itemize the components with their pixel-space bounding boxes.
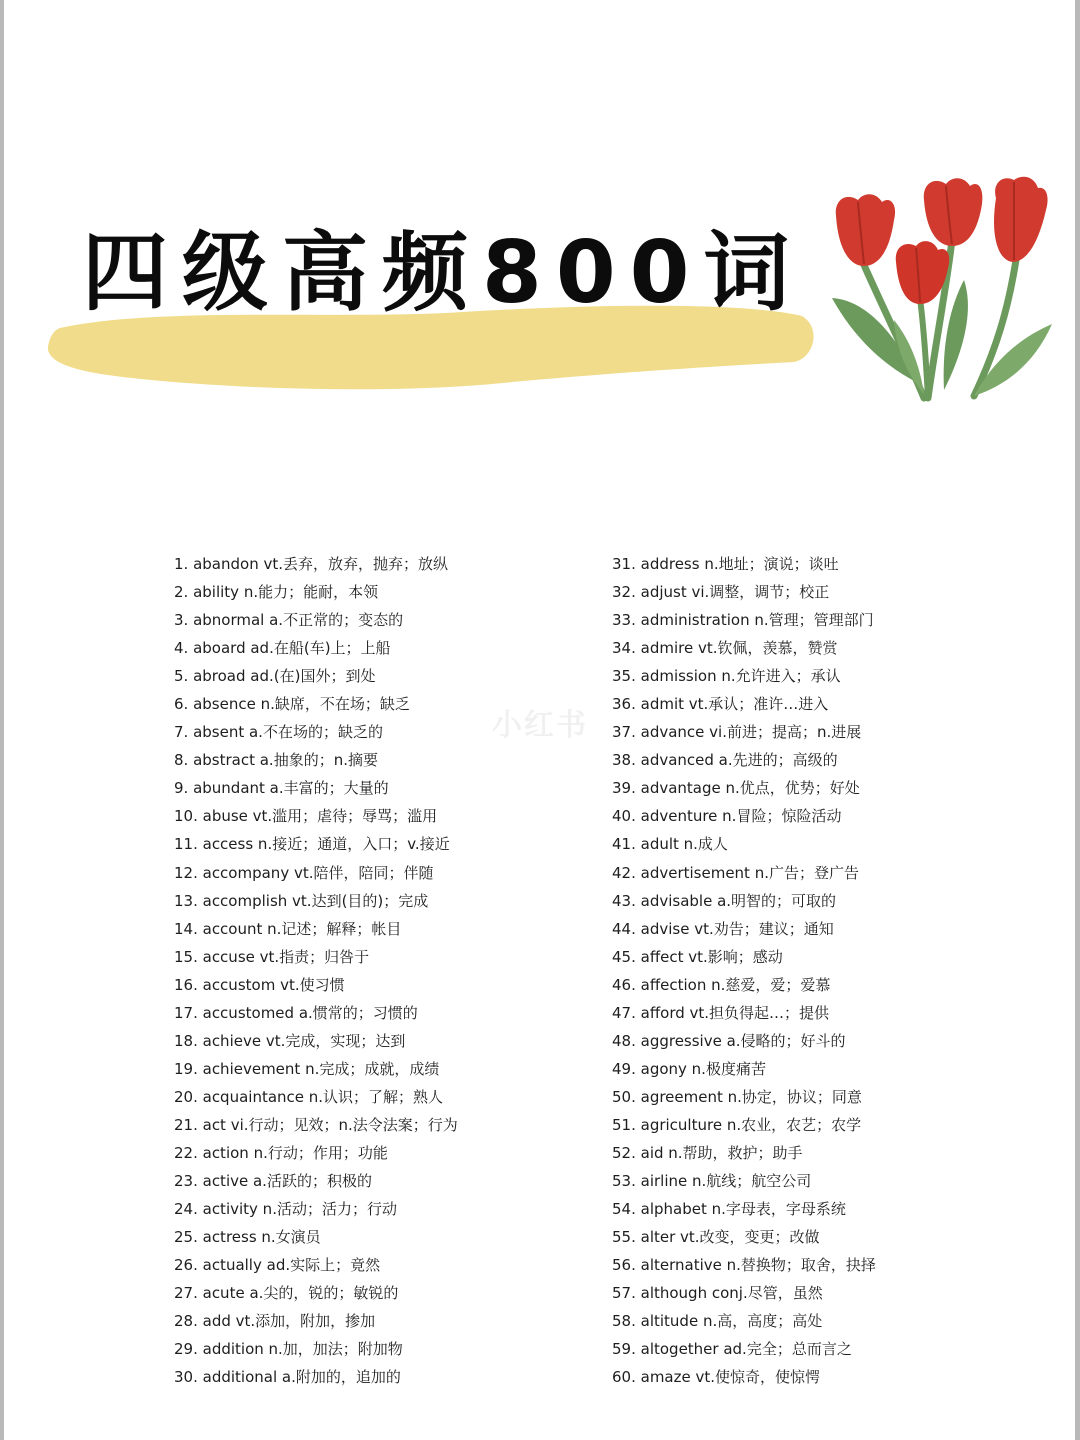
vocab-list-left xyxy=(174,550,458,1391)
tulip-illustration-icon xyxy=(824,170,1064,410)
list-item: 48. aggressive a.侵略的；好斗的 xyxy=(612,1031,846,1050)
list-item: 42. advertisement n.广告；登广告 xyxy=(612,863,859,882)
list-item: 35. admission n.允许进入；承认 xyxy=(612,667,841,686)
list-item: 19. achievement n.完成；成就，成绩 xyxy=(174,1059,440,1078)
list-item: 49. agony n.极度痛苦 xyxy=(612,1059,766,1078)
list-item: 43. advisable a.明智的；可取的 xyxy=(612,891,837,910)
list-item: 44. advise vt.劝告；建议；通知 xyxy=(612,919,834,938)
list-item: 33. administration n.管理；管理部门 xyxy=(612,611,874,630)
list-item: 24. activity n.活动；活力；行动 xyxy=(174,1200,397,1219)
list-item: 10. abuse vt.滥用；虐待；辱骂；滥用 xyxy=(174,807,438,826)
list-item: 17. accustomed a.惯常的；习惯的 xyxy=(174,1003,418,1022)
list-item: 5. abroad ad.(在)国外；到处 xyxy=(174,667,376,686)
list-item: 59. altogether ad.完全；总而言之 xyxy=(612,1340,852,1359)
list-item: 50. agreement n.协定，协议；同意 xyxy=(612,1087,862,1106)
list-item: 52. aid n.帮助，救护；助手 xyxy=(612,1143,803,1162)
list-item: 1. abandon vt.丢弃，放弃，抛弃；放纵 xyxy=(174,555,448,573)
list-item: 47. afford vt.担负得起…；提供 xyxy=(612,1003,830,1022)
list-item: 53. airline n.航线；航空公司 xyxy=(612,1172,812,1191)
list-item: 14. account n.记述；解释；帐目 xyxy=(174,919,402,938)
list-item: 41. adult n.成人 xyxy=(612,835,728,854)
page-title: 四级高频800词 xyxy=(82,223,804,323)
list-item: 38. advanced a.先进的；高级的 xyxy=(612,751,838,770)
list-item: 60. amaze vt.使惊奇，使惊愕 xyxy=(612,1368,821,1387)
list-item: 31. address n.地址；演说；谈吐 xyxy=(612,555,839,573)
list-item: 2. ability n.能力；能耐，本领 xyxy=(174,583,379,602)
list-item: 15. accuse vt.指责；归咎于 xyxy=(174,947,370,966)
list-item: 22. action n.行动；作用；功能 xyxy=(174,1143,388,1162)
list-item: 20. acquaintance n.认识；了解；熟人 xyxy=(174,1087,444,1106)
list-item: 7. absent a.不在场的；缺乏的 xyxy=(174,723,383,742)
list-item: 45. affect vt.影响；感动 xyxy=(612,947,783,966)
list-item: 29. addition n.加，加法；附加物 xyxy=(174,1340,403,1359)
list-item: 28. add vt.添加，附加，掺加 xyxy=(174,1312,376,1331)
list-item: 30. additional a.附加的，追加的 xyxy=(174,1368,401,1387)
watermark: 小红书 xyxy=(492,708,588,743)
list-item: 12. accompany vt.陪伴，陪同；伴随 xyxy=(174,863,434,882)
list-item: 16. accustom vt.使习惯 xyxy=(174,975,345,994)
list-item: 57. although conj.尽管，虽然 xyxy=(612,1284,823,1303)
list-item: 46. affection n.慈爱，爱；爱慕 xyxy=(612,975,831,994)
list-item: 6. absence n.缺席，不在场；缺乏 xyxy=(174,695,410,714)
list-item: 8. abstract a.抽象的；n.摘要 xyxy=(174,751,378,770)
list-item: 23. active a.活跃的；积极的 xyxy=(174,1172,372,1191)
list-item: 34. admire vt.钦佩，羡慕，赞赏 xyxy=(612,639,838,658)
vocab-list-right xyxy=(612,550,876,1391)
list-item: 11. access n.接近；通道，入口；v.接近 xyxy=(174,835,450,854)
list-item: 56. alternative n.替换物；取舍，抉择 xyxy=(612,1256,876,1275)
list-item: 21. act vi.行动；见效；n.法令法案；行为 xyxy=(174,1115,458,1134)
list-item: 32. adjust vi.调整，调节；校正 xyxy=(612,583,830,602)
list-item: 55. alter vt.改变，变更；改做 xyxy=(612,1228,820,1247)
list-item: 25. actress n.女演员 xyxy=(174,1228,321,1247)
list-item: 39. advantage n.优点，优势；好处 xyxy=(612,779,860,798)
list-item: 3. abnormal a.不正常的；变态的 xyxy=(174,611,404,630)
list-item: 13. accomplish vt.达到(目的)；完成 xyxy=(174,891,429,910)
list-item: 4. aboard ad.在船(车)上；上船 xyxy=(174,639,391,658)
list-item: 18. achieve vt.完成，实现；达到 xyxy=(174,1031,406,1050)
list-item: 36. admit vt.承认；准许…进入 xyxy=(612,695,829,714)
list-item: 26. actually ad.实际上；竟然 xyxy=(174,1256,381,1275)
list-item: 40. adventure n.冒险；惊险活动 xyxy=(612,807,842,826)
list-item: 54. alphabet n.字母表，字母系统 xyxy=(612,1200,846,1219)
list-item: 58. altitude n.高，高度；高处 xyxy=(612,1312,823,1331)
list-item: 37. advance vi.前进；提高；n.进展 xyxy=(612,723,862,742)
list-item: 9. abundant a.丰富的；大量的 xyxy=(174,779,389,798)
list-item: 27. acute a.尖的，锐的；敏锐的 xyxy=(174,1284,399,1303)
list-item: 51. agriculture n.农业，农艺；农学 xyxy=(612,1115,862,1134)
